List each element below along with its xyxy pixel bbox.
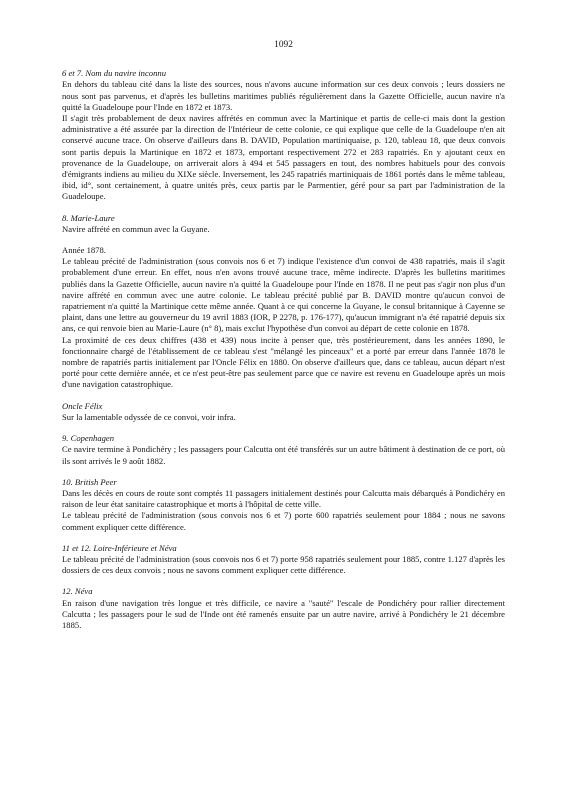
- paragraph: Navire affrété en commun avec la Guyane.: [62, 223, 210, 234]
- section-copenhagen: [62, 433, 505, 467]
- section-heading: Oncle Félix: [62, 400, 103, 411]
- document-page: [62, 40, 505, 641]
- section-british-peer: [62, 477, 505, 533]
- section-heading: 10. British Peer: [62, 476, 117, 487]
- page-number: 1092: [274, 40, 293, 50]
- section-marie-laure: [62, 213, 505, 235]
- section-oncle-felix: [62, 401, 505, 423]
- section-heading: 6 et 7. Nom du navire inconnu: [62, 68, 166, 79]
- paragraph: En dehors du tableau cité dans la liste des sources, nous n'avons aucune information sur ces deux convois ; leurs dossiers ne nous sont pas parvenus, et d'après les bulletins maritimes publiés régulièrement dans la Gazette Officielle, aucun navire n'a quitté la Guadeloupe pour l'Inde en 1872 et 1873.: [62, 79, 505, 112]
- paragraph: Le tableau précité de l'administration (sous convois nos 6 et 7) porte 600 rapatriés seulement pour 1884 ; nous ne savons comment expliquer cette différence.: [62, 510, 505, 532]
- section-annee-1878: [62, 245, 505, 391]
- paragraph: Ce navire termine à Pondichéry ; les passagers pour Calcutta ont été transférés sur un autre bâtiment à destination de ce port, où ils sont arrivés le 9 août 1882.: [62, 444, 505, 466]
- section-heading: 11 et 12. Loire-Inférieure et Néva: [62, 542, 177, 553]
- section-heading: 8. Marie-Laure: [62, 212, 115, 223]
- section-heading: 12. Néva: [62, 586, 93, 597]
- paragraph: Dans les décès en cours de route sont comptés 11 passagers initialement destinés pour Calcutta mais débarqués à Pondichéry en raison de leur état sanitaire catastrophique et morts à l'hôpital de cette ville.: [62, 487, 505, 510]
- section-loire-inferieure-neva: [62, 543, 505, 577]
- paragraph: La proximité de ces deux chiffres (438 et 439) nous incite à penser que, très postérieurement, dans les années 1890, le fonctionnaire chargé de l'établissement de ce tableau s'est "mélangé les pinceaux" et a porté par erreur dans l'année 1878 le nombre de rapatriés partis initialement par l'Oncle Félix en 1880. On observe d'ailleurs que, dans ce tableau, aucun départ n'est porté pour cette dernière année, et ce n'est peut-être pas seulement parce que ce navire est revenu en Guadeloupe après un mois d'une navigation catastrophique.: [62, 334, 505, 390]
- paragraph: En raison d'une navigation très longue et très difficile, ce navire a "sauté" l'escale de Pondichéry pour rallier directement Calcutta ; les passagers pour le sud de l'Inde ont été ramenés ensuite par un autre navire, arrivé à Pondichéry le 21 décembre 1885.: [62, 597, 505, 630]
- paragraph: Le tableau précité de l'administration (sous convois nos 6 et 7) indique l'existence d'un convoi de 438 rapatriés, mais il s'agit probablement d'une erreur. En effet, nous n'en avons trouvé aucune trace, même indirecte. D'après les bulletins maritimes publiés dans la Gazette Officielle, aucun navire n'a quitté la Guadeloupe pour l'Inde en 1878. Il ne peut pas s'agir non plus d'un navire affrété en commun avec une autre colonie. Le tableau précité publié par B. DAVID montre qu'aucun convoi de rapatriement n'a quitté la Martinique cette même année. Quant à ce qui concerne la Guyane, le consul britannique à Cayenne se plaint, dans une lettre au gouverneur du 19 avril 1883 (IOR, P 2278, p. 176-177), qu'aucun immigrant n'a été rapatrié depuis six ans, ce qui renvoie bien au Marie-Laure (n° 8), mais exclut l'hypothèse d'un convoi au départ de cette colonie en 1878.: [62, 256, 505, 334]
- section-convois-6-7: [62, 68, 505, 202]
- paragraph: Année 1878.: [62, 245, 106, 256]
- section-heading: 9. Copenhagen: [62, 433, 115, 444]
- paragraph: Le tableau précité de l'administration (sous convois nos 6 et 7) porte 958 rapatriés seulement pour 1885, contre 1.127 d'après les dossiers de ces deux convois ; nous ne savons comment expliquer cette différence.: [62, 553, 505, 576]
- paragraph: Sur la lamentable odyssée de ce convoi, voir infra.: [62, 411, 236, 422]
- paragraph: Il s'agit très probablement de deux navires affrétés en commun avec la Martinique et partis de celle-ci mais dont la gestion administrative a été assurée par la direction de l'Intérieur de cette colonie, ce qui explique que celle de la Guadeloupe n'en ait conservé aucune trace. On observe d'ailleurs dans B. DAVID, Population martiniquaise, p. 120, tableau 18, que deux convois sont partis depuis la Martinique en 1872 et 1873, emportant respectivement 272 et 283 rapatriés. En y ajoutant ceux en provenance de la Guadeloupe, on arriverait alors à 494 et 545 passagers en tout, des nombres habituels pour des convois d'émigrants indiens au milieu du XIXe siècle. Inversement, les 245 rapatriés martiniquais de 1861 portés dans le même tableau, ibid, id°, sont certainement, à quatre unités près, ceux partis par le Parmentier, géré pour sa part par l'administration de la Guadeloupe.: [62, 113, 505, 202]
- section-neva: [62, 586, 505, 631]
